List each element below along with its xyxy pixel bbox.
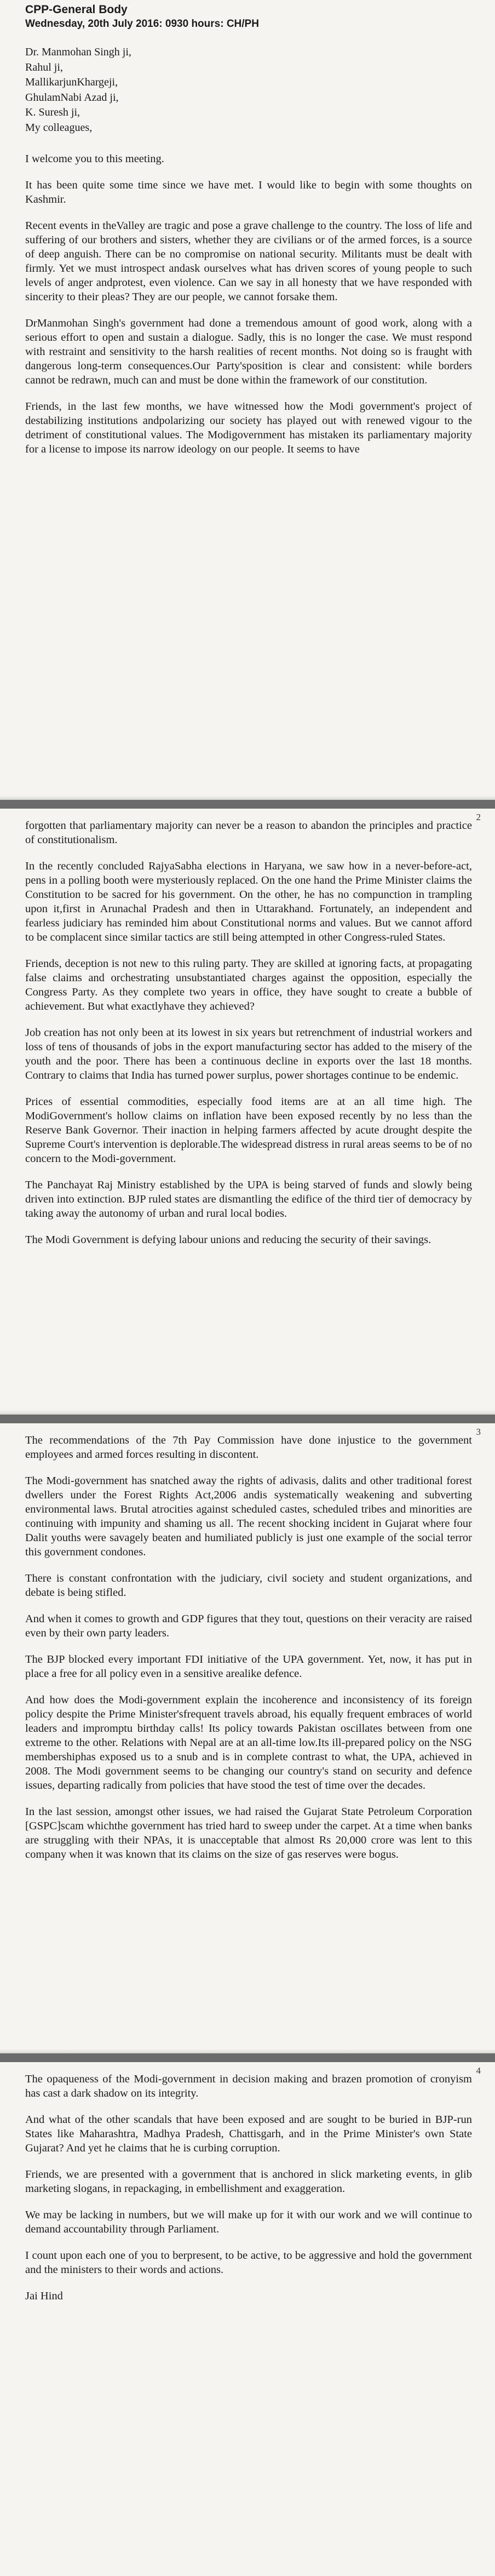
paragraph: Job creation has not only been at its lowest in six years but retrenchment of industrial workers and loss of tens of thousands of jobs in the export manufacturing sector has added to the misery of the youth and the poor. There has been a continuous decline in exports over the last 18 months. Contrary to claims that India has turned power surplus, power shortages continue to be endemic.	[25, 1027, 472, 1081]
document-page-4	[0, 2062, 495, 2576]
salutation-block	[25, 45, 472, 135]
document-page-1	[0, 0, 495, 800]
paragraph: I welcome you to this meeting.	[25, 153, 164, 165]
signoff: Jai Hind	[25, 2290, 63, 2302]
paragraph: forgotten that parliamentary majority can never be a reason to abandon the principles and practice of constitutionalism.	[25, 820, 472, 846]
salutation-line: K. Suresh ji,	[25, 106, 80, 118]
paragraph: Friends, we are presented with a government that is anchored in slick marketing events, in glib marketing slogans, in repackaging, in embellishment and exaggeration.	[25, 2168, 472, 2195]
paragraph: And how does the Modi-government explain the incoherence and inconsistency of its foreign policy despite the Prime Minister'sfrequent travels abroad, his equally frequent embraces of world leaders and impromptu birthday calls! Its policy towards Pakistan oscillates between from one extreme to the other. Relations with Nepal are at an all-time low.Its ill-prepared policy on the NSG membershiphas exposed us to a snub and is in complete contrast to what, the UPA, achieved in 2008. The Modi government seems to be changing our country's stand on security and defence issues, departing radically from policies that have stood the test of time over the decades.	[25, 1694, 472, 1791]
paragraph: In the recently concluded RajyaSabha elections in Haryana, we saw how in a never-before-act, pens in a polling booth were mysteriously replaced. On the one hand the Prime Minister claims the Constitution to be sacred for his government. On the other, he has no compunction in trampling upon it,first in Arunachal Pradesh and then in Uttarakhand. Fortunately, an independent and fearless judiciary has reminded him about Constitutional norms and values. But we cannot afford to be complacent since similar tactics are still being attempted in other Congress-ruled States.	[25, 860, 472, 943]
salutation-line: MallikarjunKhargeji,	[25, 76, 118, 88]
paragraph: The BJP blocked every important FDI initiative of the UPA government. Yet, now, it has put in place a free for all policy even in a sensitive arealike defence.	[25, 1653, 472, 1680]
document-page-3	[0, 1423, 495, 2053]
salutation-line: Dr. Manmohan Singh ji,	[25, 46, 131, 58]
organization-heading: CPP-General Body	[25, 3, 128, 16]
paragraph: The Modi-government has snatched away the rights of adivasis, dalits and other traditional forest dwellers under the Forest Rights Act,2006 andis systematically weakening and subverting environmental laws. Brutal atrocities against scheduled castes, scheduled tribes and minorities are continuing with impunity and shaming us all. The recent shocking incident in Gujarat where four Dalit youths were savagely beaten and humiliated publicly is just one example of the social terror this government condones.	[25, 1475, 472, 1558]
page-edge-shadow	[0, 2049, 495, 2053]
paragraph: The Panchayat Raj Ministry established by the UPA is being starved of funds and slowly being driven into extinction. BJP ruled states are dismantling the edifice of the third tier of democracy by taking away the autonomy of urban and rural local bodies.	[25, 1179, 472, 1220]
paragraph: Recent events in theValley are tragic and pose a grave challenge to the country. The loss of life and suffering of our brothers and sisters, whether they are civilians or of the armed forces, is a source of deep anguish. There can be no compromise on national security. Militants must be dealt with firmly. Yet we must introspect andask ourselves what has driven scores of young people to such levels of anger andprotest, even violence. Can we say in all honesty that we have responded with sincerity to their pleas? They are our people, we cannot forsake them.	[25, 220, 472, 303]
paragraph: Prices of essential commodities, especially food items are at an all time high. The ModiGovernment's hollow claims on inflation have been exposed recently by no less than the Reserve Bank Governor. Their inaction in helping farmers affected by acute drought despite the Supreme Court's intervention is deplorable.The widespread distress in rural areas seems to be of no concern to the Modi-government.	[25, 1096, 472, 1165]
paragraph: It has been quite some time since we have met. I would like to begin with some thoughts on Kashmir.	[25, 179, 472, 205]
page-edge-shadow	[0, 1410, 495, 1415]
paragraph: The opaqueness of the Modi-government in decision making and brazen promotion of cronyism has cast a dark shadow on its integrity.	[25, 2073, 472, 2099]
page-number: 4	[476, 2065, 481, 2076]
page-edge-shadow	[0, 795, 495, 800]
paragraph: And when it comes to growth and GDP figures that they tout, questions on their veracity are raised even by their own party leaders.	[25, 1613, 472, 1639]
page-number: 2	[476, 812, 481, 822]
paragraph: There is constant confrontation with the judiciary, civil society and student organizations, and debate is being stifled.	[25, 1572, 472, 1599]
dateline: Wednesday, 20th July 2016: 0930 hours: CH/PH	[25, 18, 259, 30]
paragraph: And what of the other scandals that have been exposed and are sought to be buried in BJP-run States like Maharashtra, Madhya Pradesh, Chattisgarh, and in the Prime Minister's own State Gujarat? And yet he claims that he is curbing corruption.	[25, 2114, 472, 2154]
document-page-2	[0, 809, 495, 1415]
paragraph: The recommendations of the 7th Pay Commission have done injustice to the government employees and armed forces resulting in discontent.	[25, 1434, 472, 1461]
paragraph: DrManmohan Singh's government had done a tremendous amount of good work, along with a serious effort to open and sustain a dialogue. Sadly, this is no longer the case. We must respond with restraint and sensitivity to the harsh realities of recent months. Not doing so is fraught with dangerous long-term consequences.Our Party'sposition is clear and consistent: while borders cannot be redrawn, much can and must be done within the framework of our constitution.	[25, 317, 472, 386]
salutation-line: GhulamNabi Azad ji,	[25, 91, 119, 104]
paragraph: Friends, deception is not new to this ruling party. They are skilled at ignoring facts, at propagating false claims and orchestrating unsubstantiated charges against the opposition, especially the Congress Party. As they complete two years in office, they have sought to create a bubble of achievement. But what exactlyhave they achieved?	[25, 958, 472, 1012]
paragraph: I count upon each one of you to berpresent, to be active, to be aggressive and hold the government and the ministers to their words and actions.	[25, 2249, 472, 2276]
salutation-line: My colleagues,	[25, 121, 93, 134]
salutation-line: Rahul ji,	[25, 61, 63, 73]
page-number: 3	[476, 1427, 481, 1437]
paragraph: In the last session, amongst other issues, we had raised the Gujarat State Petroleum Corporation [GSPC]scam whichthe government has tried hard to sweep under the carpet. At a time when banks are struggling with their NPAs, it is unacceptable that almost Rs 20,000 crore was lent to this company when it was known that its claims on the size of gas reserves were bogus.	[25, 1806, 472, 1861]
paragraph: Friends, in the last few months, we have witnessed how the Modi government's project of destabilizing institutions andpolarizing our society has played out with renewed vigour to the detriment of constitutional values. The Modigovernment has mistaken its parliamentary majority for a license to impose its narrow ideology on our people. It seems to have	[25, 400, 472, 455]
paragraph: We may be lacking in numbers, but we will make up for it with our work and we will continue to demand accountability through Parliament.	[25, 2209, 472, 2235]
paragraph: The Modi Government is defying labour unions and reducing the security of their savings.	[25, 1234, 431, 1246]
